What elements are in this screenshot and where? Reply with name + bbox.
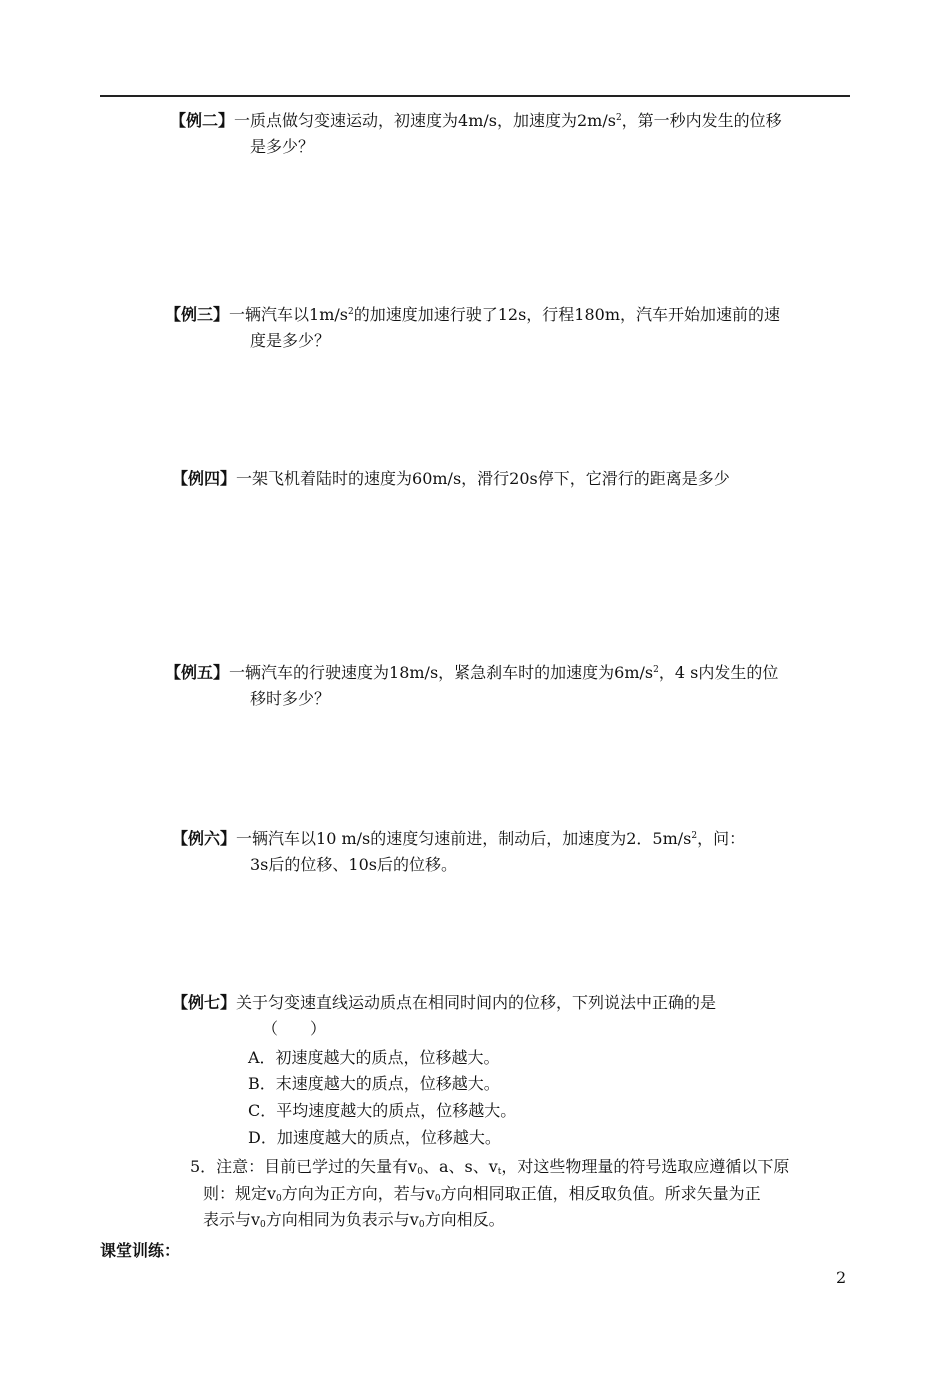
example-6-text-b: ，问：: [697, 829, 746, 848]
example-7-label: 【例七】: [172, 993, 237, 1012]
option-d: D．加速度越大的质点，位移越大。: [248, 1128, 501, 1147]
example-4: [172, 466, 730, 492]
example-2-label: 【例二】: [170, 111, 235, 130]
example-2-text-b: ，第一秒内发生的位移: [621, 111, 782, 130]
example-5-label: 【例五】: [165, 663, 230, 682]
note-line-2: [203, 1181, 761, 1207]
note-l2-a: 则：规定v: [203, 1184, 277, 1203]
page-number: 2: [836, 1268, 847, 1287]
example-5-line2: 移时多少？: [250, 689, 331, 708]
note-l3-sub2: 0: [418, 1220, 425, 1230]
example-5-text-a: 一辆汽车的行驶速度为18m/s，紧急刹车时的加速度为6m/s: [229, 663, 654, 682]
example-5-sup: 2: [653, 665, 659, 675]
example-5: [165, 660, 778, 686]
example-7-answer-blank: （ ）: [262, 1019, 327, 1038]
example-4-label: 【例四】: [172, 469, 237, 488]
example-4-text-a: 一架飞机着陆时的速度为60m/s，滑行20s停下，它滑行的距离是多少: [236, 469, 730, 488]
note-l2-sub2: 0: [434, 1194, 441, 1204]
note-l3-b: 方向相同为负表示与v: [265, 1210, 419, 1229]
example-2: [170, 108, 782, 134]
example-6-label: 【例六】: [172, 829, 237, 848]
note-l1-sub1: 0: [417, 1167, 423, 1177]
example-7: [172, 990, 716, 1016]
note-l3-sub1: 0: [260, 1220, 266, 1230]
header-rule: [100, 95, 850, 97]
example-6: [172, 826, 745, 852]
option-b: B．末速度越大的质点，位移越大。: [248, 1074, 500, 1093]
example-5-text-b: ，4 s内发生的位: [658, 663, 779, 682]
note-l1-c: ，对这些物理量的符号选取应遵循以下原: [501, 1157, 790, 1176]
note-l2-sub1: 0: [276, 1194, 282, 1204]
note-l2-c: 方向相同取正值，相反取负值。所求矢量为正: [440, 1184, 761, 1203]
example-6-sup: 2: [691, 831, 698, 841]
example-2-sup: 2: [615, 113, 622, 123]
example-6-line2: 3s后的位移、10s后的位移。: [250, 855, 457, 874]
example-3-sup: 2: [347, 307, 354, 317]
note-l3-c: 方向相反。: [424, 1210, 505, 1229]
option-a: A．初速度越大的质点，位移越大。: [248, 1048, 500, 1067]
example-6-text-a: 一辆汽车以10 m/s的速度匀速前进，制动后，加速度为2．5m/s: [236, 829, 692, 848]
note-l1-sub2: t: [497, 1167, 502, 1177]
example-2-line2: 是多少？: [250, 137, 315, 156]
note-line-3: [203, 1207, 505, 1233]
note-line-1: [190, 1154, 789, 1180]
note-l2-b: 方向为正方向，若与v: [281, 1184, 435, 1203]
note-l1-a: 5．注意：目前已学过的矢量有v: [190, 1157, 418, 1176]
example-3-line2: 度是多少？: [250, 331, 331, 350]
example-3: [165, 302, 780, 328]
example-3-text-b: 的加速度加速行驶了12s，行程180m，汽车开始加速前的速: [353, 305, 781, 324]
section-title: 课堂训练：: [100, 1241, 181, 1260]
example-2-text-a: 一质点做匀变速运动，初速度为4m/s，加速度为2m/s: [234, 111, 616, 130]
example-3-text-a: 一辆汽车以1m/s: [229, 305, 348, 324]
option-c: C．平均速度越大的质点，位移越大。: [248, 1101, 517, 1120]
note-l3-a: 表示与v: [203, 1210, 261, 1229]
example-3-label: 【例三】: [165, 305, 230, 324]
note-l1-b: 、a、s、v: [422, 1157, 498, 1176]
example-7-text-a: 关于匀变速直线运动质点在相同时间内的位移，下列说法中正确的是: [236, 993, 717, 1012]
